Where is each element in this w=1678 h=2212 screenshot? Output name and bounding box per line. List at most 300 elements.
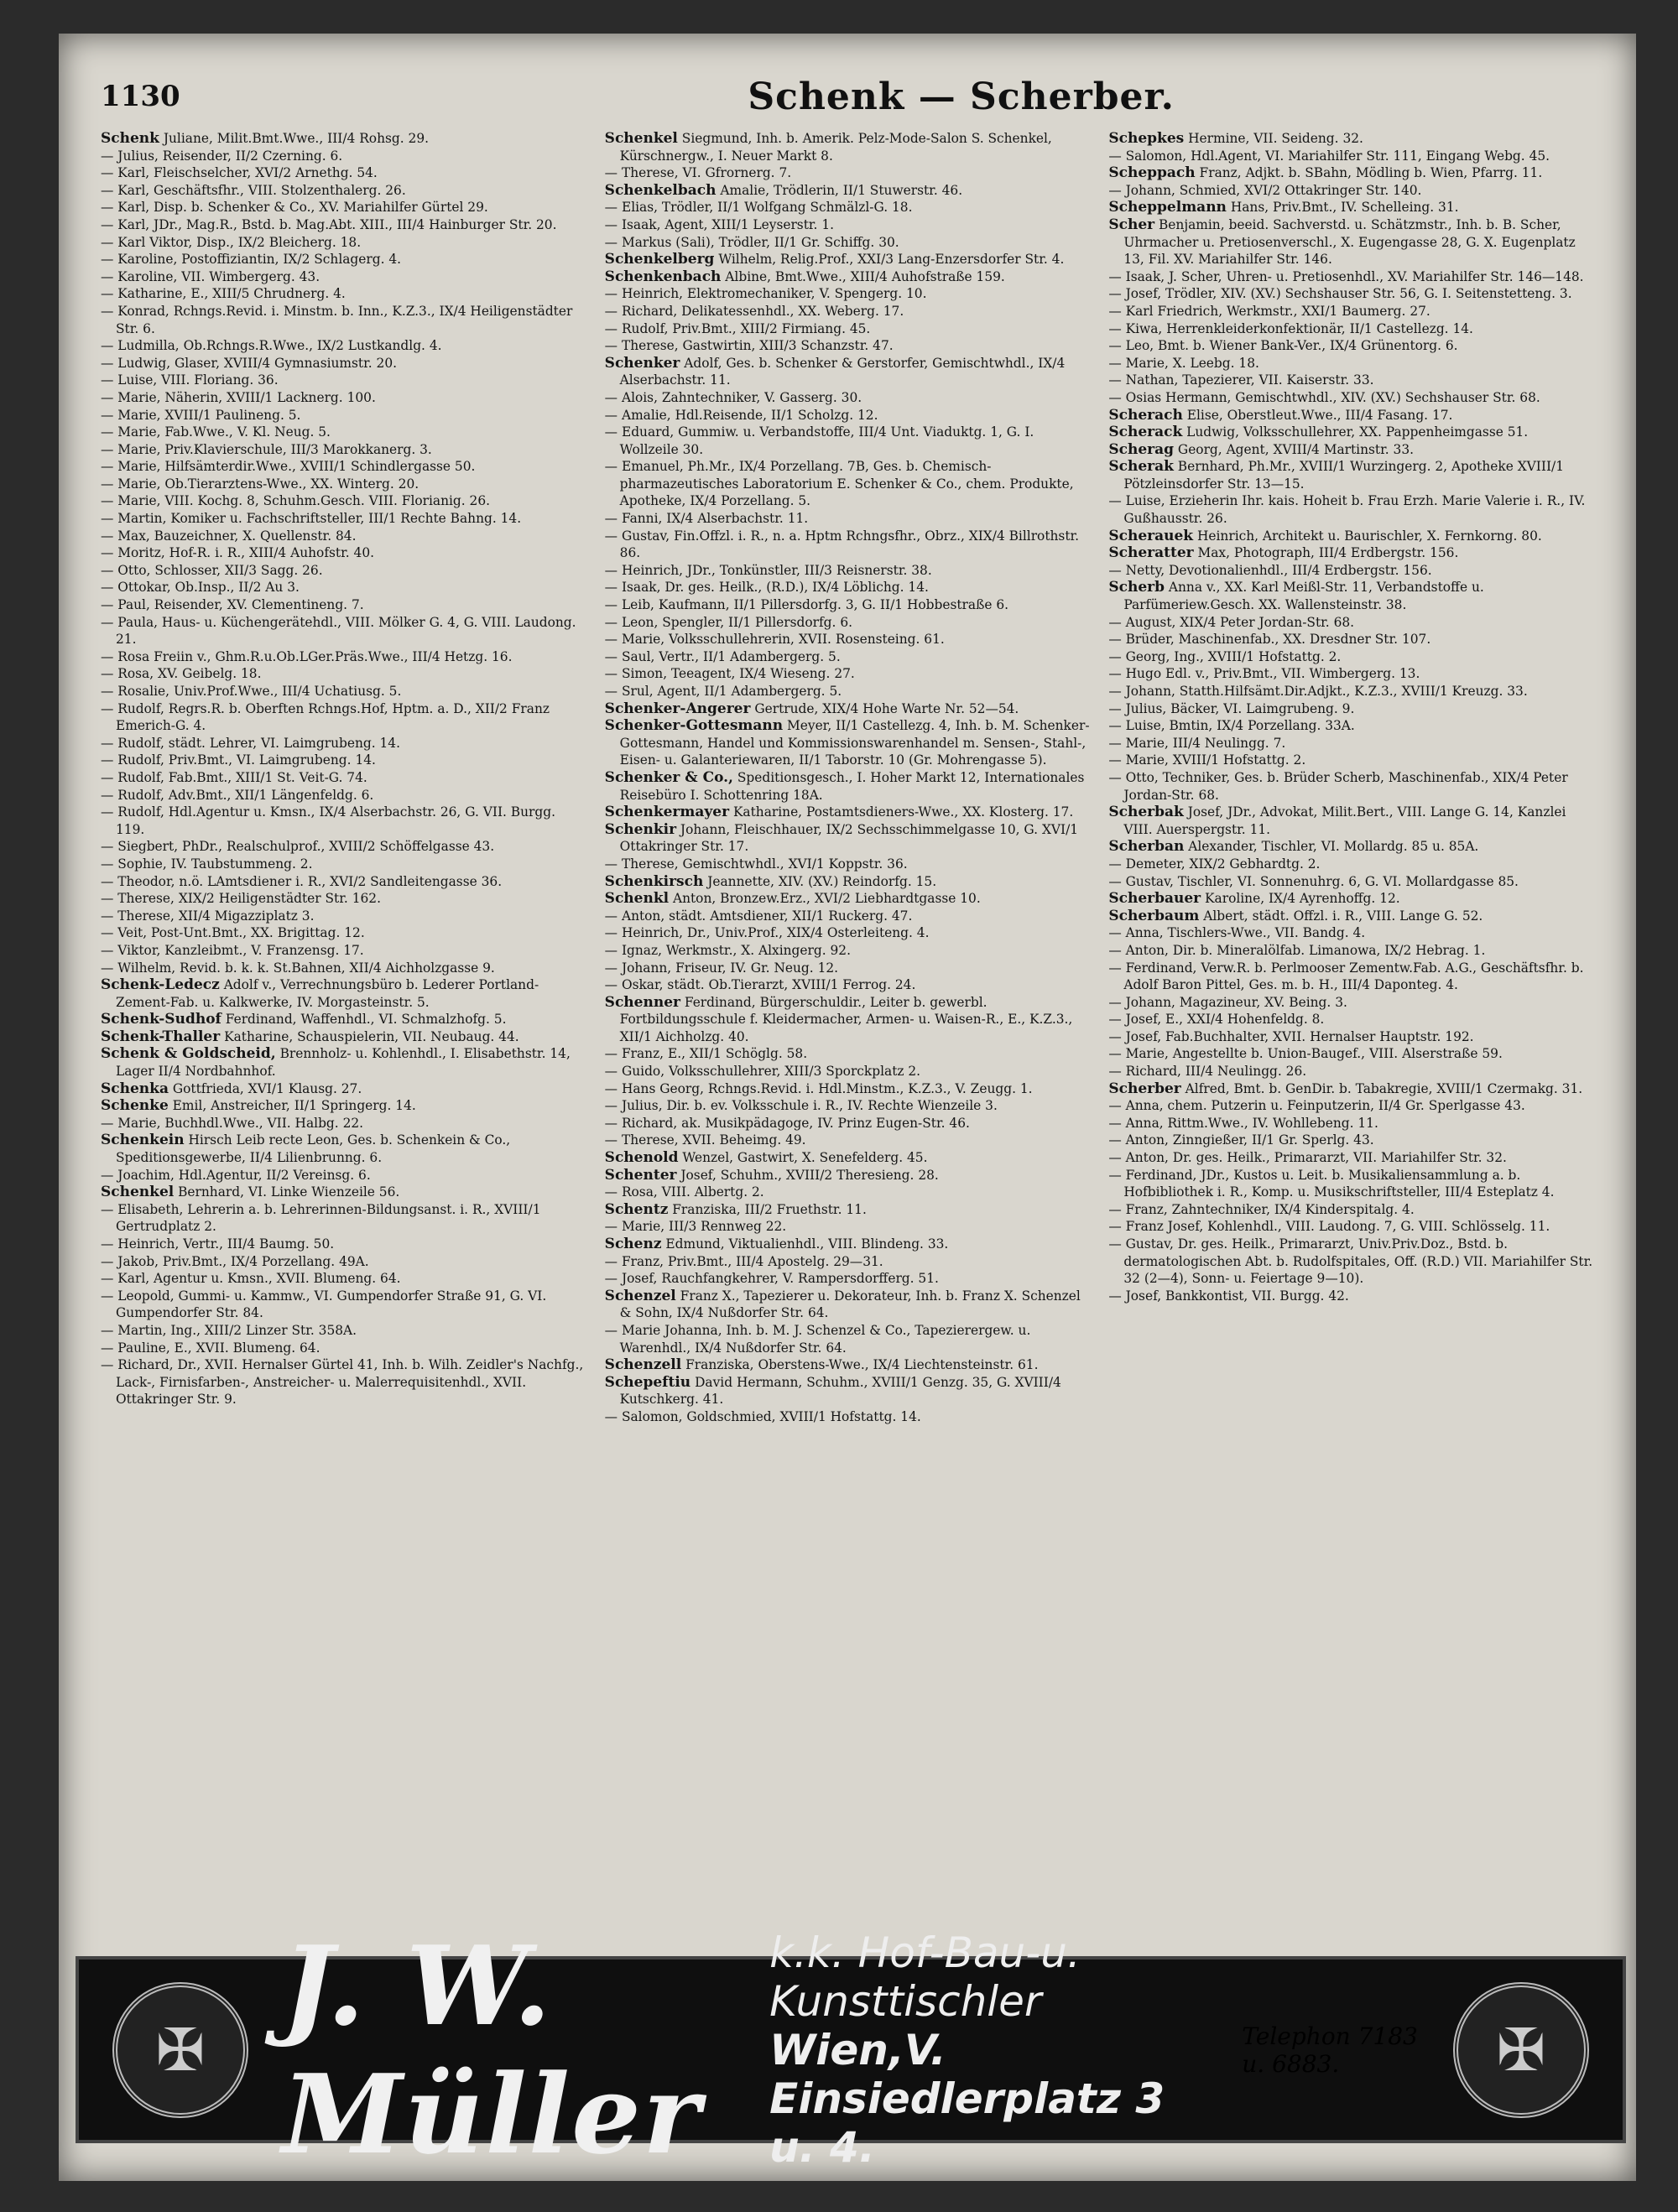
directory-entry [605,1045,1091,1063]
entry-text: — Leib, Kaufmann, II/1 Pillersdorfg. 3, G. II/1 Hobbestraße 6. [604,597,1009,613]
directory-entry [101,407,586,424]
directory-entry [101,960,586,977]
directory-entry [1108,735,1594,752]
entry-text: — Emanuel, Ph.Mr., IX/4 Porzellang. 7B, Ges. b. Chemisch-pharmazeutisches Laboratorium E. Schenker & Co., chem. Produkte, Apotheke, IX/4 Porzellang. 5. [604,459,1074,509]
directory-entry [1108,1167,1594,1201]
entry-surname: Schenker & Co., [604,768,733,786]
directory-entry [1108,700,1594,718]
entry-text: — Brüder, Maschinenfab., XX. Dresdner Str. 107. [1108,632,1431,648]
entry-text: Speditionsgesch., I. Hoher Markt 12, Internationales Reisebüro I. Schottenring 18A. [619,769,1085,803]
entry-text: — Marie, Volksschullehrerin, XVII. Rosensteing. 61. [604,632,945,648]
directory-entry [101,199,586,216]
entry-surname: Schenkel [604,130,678,147]
entry-text: — Netty, Devotionalienhdl., III/4 Erdbergstr. 156. [1108,562,1432,578]
directory-entry [1108,769,1594,804]
directory-entry [605,1063,1091,1080]
entry-text: Alfred, Bmt. b. GenDir. b. Tabakregie, XVIII/1 Czermakg. 31. [1180,1080,1583,1096]
directory-entry [605,942,1091,960]
entry-surname: Schenka [101,1080,169,1097]
entry-surname: Schenk-Ledecz [101,976,220,994]
entry-text: — Wilhelm, Revid. b. k. k. St.Bahnen, XII/4 Aichholzgasse 9. [101,960,495,976]
entry-text: — Franz, Zahntechniker, IX/4 Kinderspitalg. 4. [1108,1201,1415,1217]
entry-surname: Scherber [1108,1080,1181,1097]
entry-surname: Schenkein [101,1132,185,1149]
entry-text: David Hermann, Schuhm., XVIII/1 Genzg. 35, G. XVIII/4 Kutschkerg. 41. [619,1374,1061,1408]
entry-text: Josef, JDr., Advokat, Milit.Bert., VIII. Lange G. 14, Kanzlei VIII. Auerspergstr. 11. [1123,804,1566,837]
entry-text: — Josef, E., XXI/4 Hohenfeldg. 8. [1108,1012,1325,1028]
directory-entry [1108,389,1594,407]
directory-entry [101,389,586,407]
directory-entry [605,614,1091,632]
entry-text: Wenzel, Gastwirt, X. Senefelderg. 45. [678,1150,928,1166]
entry-text: — Heinrich, Elektromechaniker, V. Spengerg. 10. [604,286,927,302]
directory-entry [605,1218,1091,1236]
directory-entry [605,665,1091,683]
directory-entry [101,838,586,856]
directory-entry [1108,424,1594,441]
entry-text: — Karl Viktor, Disp., IX/2 Bleicherg. 18. [101,234,362,250]
entry-text: — Theodor, n.ö. LAmtsdiener i. R., XVI/2 Sandleitengasse 36. [101,873,503,889]
directory-entry [101,683,586,700]
directory-entry [605,821,1091,856]
entry-text: — Josef, Bankkontist, VII. Burgg. 42. [1108,1288,1349,1304]
directory-entry [1108,285,1594,303]
entry-text: — Johann, Schmied, XVI/2 Ottakringer Str. 140. [1108,182,1422,198]
entry-surname: Scherb [1108,579,1165,596]
directory-entry [101,1115,586,1132]
directory-entry [605,1149,1091,1167]
entry-text: — Katharine, E., XIII/5 Chrudnerg. 4. [101,286,346,302]
entry-text: — Isaak, Agent, XIII/1 Leyserstr. 1. [604,216,835,232]
directory-entry [1108,924,1594,942]
entry-surname: Schentz [604,1200,669,1218]
directory-entry [605,856,1091,873]
entry-text: — Elisabeth, Lehrerin a. b. Lehrerinnen-Bildungsanst. i. R., XVIII/1 Gertrudplatz 2. [101,1201,541,1235]
entry-text: Heinrich, Architekt u. Baurischler, X. Fernkorng. 80. [1193,528,1542,544]
entry-surname: Schenkirsch [604,872,704,890]
entry-text: — Saul, Vertr., II/1 Adambergerg. 5. [604,648,841,664]
entry-surname: Schenk-Thaller [101,1028,221,1045]
directory-entry [605,528,1091,562]
entry-text: — Richard, Delikatessenhdl., XX. Weberg. 17. [604,303,904,319]
entry-text: — Georg, Ing., XVIII/1 Hofstattg. 2. [1108,648,1342,664]
directory-entry [605,1253,1091,1271]
directory-entry [101,337,586,355]
directory-entry [1108,320,1594,338]
entry-text: — Ferdinand, JDr., Kustos u. Leit. b. Musikaliensammlung a. b. Hofbibliothek i. R., Komp. u. Musikschriftsteller, III/4 Esteplatz 4. [1108,1167,1555,1200]
entry-text: Gertrude, XIX/4 Hohe Warte Nr. 52—54. [750,700,1019,716]
directory-entry [1108,717,1594,735]
advertisement-banner [76,1921,1626,2178]
entry-text: — Fanni, IX/4 Alserbachstr. 11. [604,511,809,527]
entry-text: — Luise, Bmtin, IX/4 Porzellang. 33A. [1108,718,1355,734]
entry-text: — Moritz, Hof-R. i. R., XIII/4 Auhofstr. 40. [101,545,375,561]
entry-text: — Julius, Dir. b. ev. Volksschule i. R., IV. Rechte Wienzeile 3. [604,1098,998,1114]
entry-text: Edmund, Viktualienhdl., VIII. Blindeng. 33. [661,1236,949,1252]
entry-text: — Therese, Gastwirtin, XIII/3 Schanzstr. 47. [604,338,894,354]
entry-text: Jeannette, XIV. (XV.) Reindorfg. 15. [703,873,937,889]
entry-text: — Richard, Dr., XVII. Hernalser Gürtel 41, Inh. b. Wilh. Zeidler's Nachfg., Lack-, Firnisfarben-, Anstreicher- u. Malerrequisitenhdl., XVII. Ottakringer Str. 9. [101,1357,584,1408]
entry-text: — Karl, Geschäftsfhr., VIII. Stolzenthalerg. 26. [101,182,406,198]
directory-entry [101,1184,586,1201]
entry-text: — Franz, Priv.Bmt., III/4 Apostelg. 29—31. [604,1253,883,1269]
entry-text: — Martin, Ing., XIII/2 Linzer Str. 358A. [101,1322,357,1338]
directory-entry [101,596,586,614]
entry-text: — Markus (Sali), Trödler, II/1 Gr. Schiffg. 30. [604,234,899,250]
entry-text: — Rudolf, Priv.Bmt., XIII/2 Firmiang. 45. [604,320,871,336]
directory-entry [605,199,1091,216]
entry-text: — Jakob, Priv.Bmt., IX/4 Porzellang. 49A. [101,1253,369,1269]
entry-surname: Schenke [101,1097,169,1115]
entry-text: — Anna, chem. Putzerin u. Feinputzerin, II/4 Gr. Sperlgasse 43. [1108,1098,1525,1114]
directory-entry [605,1408,1091,1426]
entry-text: — Max, Bauzeichner, X. Quellenstr. 84. [101,528,357,544]
entry-text: Josef, Schuhm., XVIII/2 Theresieng. 28. [676,1167,939,1183]
entry-text: Benjamin, beeid. Sachverstd. u. Schätzmstr., Inh. b. B. Scher, Uhrmacher u. Pretiosenverschl., X. Eugengasse 28, G. X. Eugenplatz 13, Fil. XV. Mariahilfer Str. 146. [1123,216,1576,268]
directory-entry [605,1184,1091,1201]
directory-entry [1108,1063,1594,1080]
entry-text: — Karl, Fleischselcher, XVI/2 Arnethg. 54. [101,165,378,181]
entry-text: Katharine, Schauspielerin, VII. Neubaug. 44. [220,1028,519,1044]
directory-entry [101,458,586,476]
directory-entry [605,562,1091,580]
entry-text: — Karoline, Postoffiziantin, IX/2 Schlagerg. 4. [101,252,402,268]
directory-entry [1108,1028,1594,1046]
directory-entry [101,251,586,268]
directory-entry [101,544,586,562]
entry-surname: Schenker [604,354,680,372]
entry-text: — Amalie, Hdl.Reisende, II/1 Scholzg. 12. [604,407,878,423]
entry-text: — Therese, Gemischtwhdl., XVI/1 Koppstr. 36. [604,856,908,872]
entry-text: Albert, städt. Offzl. i. R., VIII. Lange G. 52. [1199,908,1483,924]
directory-entry [101,976,586,1011]
directory-entry [1108,683,1594,700]
entry-text: — Demeter, XIX/2 Gebhardtg. 2. [1108,856,1321,872]
directory-entry [1108,216,1594,268]
entry-text: — Leon, Spengler, II/1 Pillersdorfg. 6. [604,614,853,630]
directory-entry [1108,579,1594,613]
advertisement-address: Wien,V. Einsiedlerplatz 3 u. 4. [769,2025,1165,2172]
directory-entry [605,1288,1091,1322]
directory-entry [605,164,1091,182]
entry-text: Hirsch Leib recte Leon, Ges. b. Schenkein & Co., Speditionsgewerbe, II/4 Lilienbrunng. 6. [116,1132,511,1166]
directory-entry [605,355,1091,389]
entry-text: Anton, Bronzew.Erz., XVI/2 Liebhardtgasse 10. [669,891,981,907]
column-right [1108,130,1594,1959]
entry-surname: Schenold [604,1149,679,1167]
entry-surname: Schenkelberg [604,251,715,268]
entry-text: Franz X., Tapezierer u. Dekorateur, Inh. b. Franz X. Schenzel & Sohn, IX/4 Nußdorfer Str. 64. [619,1288,1081,1321]
directory-entry [605,1236,1091,1253]
directory-entry [1108,355,1594,372]
entry-text: — Julius, Bäcker, VI. Laimgrubeng. 9. [1108,700,1355,716]
entry-text: — Marie, XVIII/1 Hofstattg. 2. [1108,752,1306,768]
entry-surname: Schepeftiu [604,1373,691,1391]
entry-surname: Schenzel [604,1287,676,1304]
directory-entry [101,735,586,752]
advertisement-body [282,1922,1420,2178]
entry-surname: Schenkermayer [604,804,730,821]
entry-text: — Osias Hermann, Gemischtwhdl., XIV. (XV.) Sechshauser Str. 68. [1108,389,1540,405]
entry-text: — Siegbert, PhDr., Realschulprof., XVIII/2 Schöffelgasse 43. [101,839,495,855]
entry-text: — Gustav, Tischler, VI. Sonnenuhrg. 6, G. VI. Mollardgasse 85. [1108,873,1519,889]
directory-entry [101,1011,586,1028]
directory-entry [605,268,1091,286]
directory-entry [101,424,586,441]
directory-entry [1108,804,1594,838]
entry-text: — Leo, Bmt. b. Wiener Bank-Ver., IX/4 Grünentorg. 6. [1108,338,1458,354]
directory-entry [101,216,586,234]
entry-text: — Franz, E., XII/1 Schöglg. 58. [604,1046,808,1062]
entry-text: — Karl, Agentur u. Kmsn., XVII. Blumeng. 64. [101,1271,401,1287]
directory-entry [101,372,586,389]
directory-entry [101,355,586,372]
directory-entry [101,1236,586,1253]
entry-text: — Karl, Disp. b. Schenker & Co., XV. Mariahilfer Gürtel 29. [101,200,488,216]
directory-entry [605,1132,1091,1149]
entry-text: — Joachim, Hdl.Agentur, II/2 Vereinsg. 6. [101,1167,371,1183]
directory-entry [101,1080,586,1098]
directory-entry [101,890,586,908]
directory-entry [1108,562,1594,580]
directory-entry [1108,890,1594,908]
directory-entry [1108,1011,1594,1028]
directory-entry [1108,960,1594,994]
directory-entry [605,458,1091,510]
entry-text: Ludwig, Volksschullehrer, XX. Pappenheimgasse 51. [1182,424,1529,440]
directory-entry [1108,614,1594,632]
directory-entry [1108,130,1594,148]
entry-text: — Hans Georg, Rchngs.Revid. i. Hdl.Minstm., K.Z.3., V. Zeugg. 1. [604,1080,1033,1096]
entry-text: Brennholz- u. Kohlenhdl., I. Elisabethstr. 14, Lager II/4 Nordbahnhof. [116,1046,571,1080]
entry-text: — Anna, Tischlers-Wwe., VII. Bandg. 4. [1108,925,1366,941]
directory-entry [605,320,1091,338]
directory-entry [1108,665,1594,683]
entry-surname: Scherbaum [1108,907,1200,924]
directory-entry [101,942,586,960]
entry-surname: Schenker-Angerer [604,700,751,717]
entry-text: — Marie, III/3 Rennweg 22. [604,1219,787,1235]
entry-text: — Therese, XII/4 Migazziplatz 3. [101,908,315,924]
entry-text: — Rosalie, Univ.Prof.Wwe., III/4 Uchatiusg. 5. [101,684,402,699]
directory-entry [101,1253,586,1271]
directory-entry [605,1167,1091,1184]
entry-text: Hans, Priv.Bmt., IV. Schelleing. 31. [1226,200,1459,216]
entry-text: — Simon, Teeagent, IX/4 Wieseng. 27. [604,666,855,682]
directory-entry [1108,1218,1594,1236]
directory-entry [605,890,1091,908]
directory-entry [101,787,586,804]
directory-entry [605,960,1091,977]
entry-surname: Scherbak [1108,804,1184,821]
directory-entry [1108,1045,1594,1063]
entry-text: — Anton, Dr. ges. Heilk., Primararzt, VII. Mariahilfer Str. 32. [1108,1150,1507,1166]
entry-text: — Heinrich, Dr., Univ.Prof., XIX/4 Osterleiteng. 4. [604,925,930,941]
directory-entry [101,528,586,545]
entry-surname: Schenk & Goldscheid, [101,1045,276,1063]
directory-entry [101,1097,586,1115]
entry-text: Franz, Adjkt. b. SBahn, Mödling b. Wien, Pfarrg. 11. [1195,165,1543,181]
entry-text: — Elias, Trödler, II/1 Wolfgang Schmälzl-G. 18. [604,200,913,216]
directory-entry [101,648,586,666]
directory-entry [605,424,1091,458]
entry-text: — Josef, Rauchfangkehrer, V. Rampersdorfferg. 51. [604,1271,939,1287]
entry-text: — Franz Josef, Kohlenhdl., VIII. Laudong. 7, G. VIII. Schlösselg. 11. [1108,1219,1550,1235]
directory-entry [101,510,586,528]
eagle-emblem-icon: ✠ [1453,1982,1589,2118]
entry-text: — Karl Friedrich, Werkmstr., XXI/1 Baumerg. 27. [1108,303,1430,319]
directory-entry [101,1045,586,1080]
directory-entry [605,648,1091,666]
entry-surname: Schenk [101,130,159,147]
entry-text: — Guido, Volksschullehrer, XIII/3 Sporckplatz 2. [604,1064,921,1080]
directory-entry [101,1201,586,1236]
directory-entry [101,1028,586,1046]
directory-entry [1108,441,1594,459]
entry-surname: Scherban [1108,838,1185,856]
entry-text: — Ottokar, Ob.Insp., II/2 Au 3. [101,580,300,596]
entry-text: — Therese, XIX/2 Heiligenstädter Str. 162. [101,891,381,907]
directory-entry [1108,182,1594,200]
entry-surname: Scheppach [1108,164,1196,182]
directory-entry [101,148,586,165]
entry-surname: Schenkenbach [604,268,722,285]
entry-text: — Ludwig, Glaser, XVIII/4 Gymnasiumstr. 20. [101,355,398,371]
directory-entry [1108,1080,1594,1098]
entry-text: Alexander, Tischler, VI. Mollardg. 85 u. 85A. [1184,839,1479,855]
entry-text: — Marie, X. Leebg. 18. [1108,355,1259,371]
entry-text: — Rosa, XV. Geibelg. 18. [101,666,262,682]
column-left [101,130,586,1959]
entry-text: Adolf, Ges. b. Schenker & Gerstorfer, Gemischtwhdl., IX/4 Alserbachstr. 11. [619,355,1066,388]
directory-entry [1108,1132,1594,1149]
directory-page [59,34,1636,2181]
entry-text: — Luise, VIII. Floriang. 36. [101,372,279,388]
entry-text: — Karoline, VII. Wimbergerg. 43. [101,268,320,284]
directory-entry [101,752,586,769]
directory-entry [605,337,1091,355]
advertisement-trade: k.k. Hof-Bau-u. Kunsttischler [769,1928,1081,2026]
page-number: 1130 [101,80,180,113]
entry-surname: Scherbauer [1108,890,1201,908]
directory-entry [1108,1149,1594,1167]
entry-text: — Isaak, J. Scher, Uhren- u. Pretiosenhdl., XV. Mariahilfer Str. 146—148. [1108,268,1584,284]
directory-entry [1108,268,1594,286]
directory-entry [1108,631,1594,648]
directory-entry [605,130,1091,164]
entry-text: Franziska, III/2 Fruethstr. 11. [668,1201,867,1217]
directory-entry [605,1115,1091,1132]
entry-text: — Anna, Rittm.Wwe., IV. Wohllebeng. 11. [1108,1115,1378,1131]
entry-text: — Rudolf, Priv.Bmt., VI. Laimgrubeng. 14. [101,752,376,768]
entry-surname: Scher [1108,216,1155,233]
entry-text: — Therese, VI. Gfrornerg. 7. [604,165,792,181]
directory-entry [605,683,1091,700]
directory-entry [1108,303,1594,320]
entry-text: — Nathan, Tapezierer, VII. Kaiserstr. 33. [1108,372,1374,388]
entry-text: Adolf v., Verrechnungsbüro b. Lederer Portland-Zement-Fab. u. Kalkwerke, IV. Morgasteinstr. 5. [116,977,539,1010]
entry-text: Albine, Bmt.Wwe., XIII/4 Auhofstraße 159. [721,268,1005,284]
entry-surname: Schenter [604,1166,677,1184]
directory-entry [1108,908,1594,925]
entry-text: — Salomon, Goldschmied, XVIII/1 Hofstattg. 14. [604,1408,921,1424]
entry-text: Gottfrieda, XVI/1 Klausg. 27. [168,1080,362,1096]
entry-text: Meyer, II/1 Castellezg. 4, Inh. b. M. Schenker-Gottesmann, Handel und Kommissionswarenhandel m. Sensen-, Stahl-, Eisen- u. Galanteriewaren, II/1 Taborstr. 10 (Gr. Mohrengasse 5). [619,718,1090,768]
directory-entry [605,303,1091,320]
directory-entry [101,492,586,510]
entry-text: — Marie, Näherin, XVIII/1 Lacknerg. 100. [101,389,376,405]
entry-text: — Paula, Haus- u. Küchengerätehdl., VIII. Mölker G. 4, G. VIII. Laudong. 21. [101,614,576,648]
entry-text: — Isaak, Dr. ges. Heilk., (R.D.), IX/4 Löblichg. 14. [604,580,929,596]
entry-surname: Schenkir [604,820,677,838]
directory-entry [101,1356,586,1408]
directory-entry [1108,1201,1594,1219]
entry-text: — Therese, XVII. Beheimg. 49. [604,1132,806,1148]
entry-text: — Gustav, Dr. ges. Heilk., Primararzt, Univ.Priv.Doz., Bstd. b. dermatologischen Abt. b. Rudolfspitales, Off. (R.D.) VII. Mariahilfer Str. 32 (2—4), Sonn- u. Feiertage 9—10). [1108,1236,1593,1287]
directory-entry [605,908,1091,925]
entry-text: — Marie Johanna, Inh. b. M. J. Schenzel & Co., Tapezierergew. u. Warenhdl., IX/4 Nußdorfer Str. 64. [604,1322,1031,1356]
directory-entry [101,873,586,891]
directory-entry [605,234,1091,252]
entry-text: — Johann, Magazineur, XV. Being. 3. [1108,994,1347,1010]
entry-text: — Marie, Ob.Tierarztens-Wwe., XX. Winterg. 20. [101,476,420,492]
entry-text: — Hugo Edl. v., Priv.Bmt., VII. Wimbergerg. 13. [1108,666,1420,682]
directory-entry [605,510,1091,528]
directory-entry [1108,458,1594,492]
entry-text: — Alois, Zahntechniker, V. Gasserg. 30. [604,389,862,405]
entry-text: — Anton, Dir. b. Mineralölfab. Limanowa, IX/2 Hebrag. 1. [1108,942,1486,958]
entry-text: Wilhelm, Relig.Prof., XXI/3 Lang-Enzersdorfer Str. 4. [714,252,1065,268]
entry-text: — Marie, Angestellte b. Union-Baugef., VIII. Alserstraße 59. [1108,1046,1503,1062]
entry-text: — Anton, Zinngießer, II/1 Gr. Sperlg. 43. [1108,1132,1374,1148]
entry-text: Emil, Anstreicher, II/1 Springerg. 14. [168,1098,416,1114]
directory-entry [101,665,586,683]
directory-entry [101,1340,586,1357]
directory-entry [1108,942,1594,960]
directory-entry [101,804,586,838]
directory-entry [1108,164,1594,182]
entry-surname: Scheratter [1108,544,1194,562]
directory-entry [605,994,1091,1046]
entry-text: — Johann, Friseur, IV. Gr. Neug. 12. [604,960,839,976]
entry-text: Max, Photograph, III/4 Erdbergstr. 156. [1193,545,1459,561]
directory-entry [1108,1097,1594,1115]
directory-entry [1108,372,1594,389]
directory-entry [1108,1288,1594,1305]
directory-entry [1108,856,1594,873]
entry-text: — Rudolf, städt. Lehrer, VI. Laimgrubeng. 14. [101,735,400,751]
directory-entry [1108,407,1594,424]
entry-text: — Paul, Reisender, XV. Clementineng. 7. [101,597,364,613]
directory-entry [101,614,586,648]
directory-entry [1108,528,1594,545]
directory-entry [1108,544,1594,562]
column-middle [605,130,1091,1959]
directory-entry [101,1288,586,1322]
entry-text: Amalie, Trödlerin, II/1 Stuwerstr. 46. [716,182,963,198]
directory-entry [605,1201,1091,1219]
entry-text: — Ferdinand, Verw.R. b. Perlmooser Zementw.Fab. A.G., Geschäftsfhr. b. Adolf Baron Pittel, Ges. m. b. H., III/4 Daponteg. 4. [1108,960,1584,993]
entry-text: — Konrad, Rchngs.Revid. i. Minstm. b. Inn., K.Z.3., IX/4 Heiligenstädter Str. 6. [101,303,573,336]
directory-entry [101,1132,586,1166]
entry-text: — Srul, Agent, II/1 Adambergerg. 5. [604,684,842,699]
directory-entry [101,234,586,252]
entry-text: — Marie, Buchhdl.Wwe., VII. Halbg. 22. [101,1115,364,1131]
entry-text: — Marie, Fab.Wwe., V. Kl. Neug. 5. [101,424,331,440]
directory-entry [605,182,1091,200]
entry-text: — Josef, Trödler, XIV. (XV.) Sechshauser Str. 56, G. I. Seitenstetteng. 3. [1108,286,1572,302]
entry-text: — Anton, städt. Amtsdiener, XII/1 Ruckerg. 47. [604,908,913,924]
